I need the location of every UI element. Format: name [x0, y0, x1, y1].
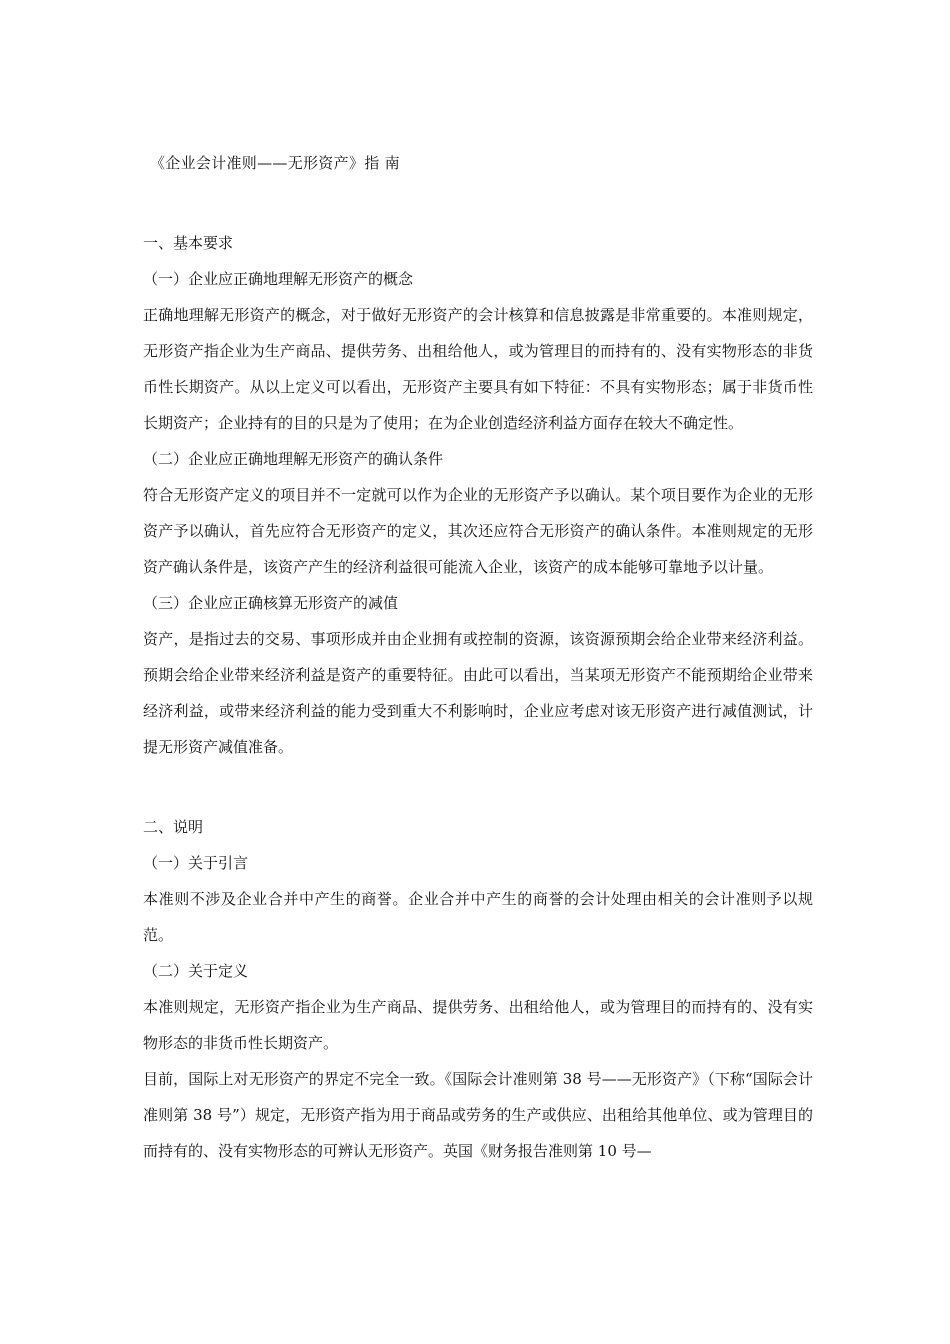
subsection-heading: （二）企业应正确地理解无形资产的确认条件 [143, 450, 444, 468]
paragraph: 正确地理解无形资产的概念，对于做好无形资产的会计核算和信息披露是非常重要的。本准则规定，无形资产指企业为生产商品、提供劳务、出租给他人，或为管理目的而持有的、没有实物形态的非货币性长期资产。从以上定义可以看出，无形资产主要具有如下特征：不具有实物形态；属于非货币性长期资产；企业持有的目的只是为了使用；在为企业创造经济利益方面存在较大不确定性。 [143, 306, 813, 432]
section-basic-requirements [143, 225, 813, 765]
document-title: 《企业会计准则——无形资产》指 南 [150, 154, 400, 172]
section-heading: 一、基本要求 [143, 234, 234, 252]
subsection-heading: （三）企业应正确核算无形资产的减值 [143, 594, 399, 612]
subsection-heading: （一）企业应正确地理解无形资产的概念 [143, 270, 414, 288]
paragraph: 本准则规定，无形资产指企业为生产商品、提供劳务、出租给他人，或为管理目的而持有的、没有实物形态的非货币性长期资产。 [143, 998, 813, 1052]
document-body [143, 225, 813, 1169]
section-heading: 二、说明 [143, 818, 204, 836]
paragraph: 本准则不涉及企业合并中产生的商誉。企业合并中产生的商誉的会计处理由相关的会计准则予以规范。 [143, 890, 813, 944]
paragraph: 资产，是指过去的交易、事项形成并由企业拥有或控制的资源，该资源预期会给企业带来经济利益。预期会给企业带来经济利益是资产的重要特征。由此可以看出，当某项无形资产不能预期给企业带来经济利益，或带来经济利益的能力受到重大不利影响时，企业应考虑对该无形资产进行减值测试，计提无形资产减值准备。 [143, 630, 813, 756]
section-spacer [143, 765, 813, 809]
subsection-heading: （一）关于引言 [143, 854, 249, 872]
paragraph: 符合无形资产定义的项目并不一定就可以作为企业的无形资产予以确认。某个项目要作为企业的无形资产予以确认，首先应符合无形资产的定义，其次还应符合无形资产的确认条件。本准则规定的无形资产确认条件是，该资产产生的经济利益很可能流入企业，该资产的成本能够可靠地予以计量。 [143, 486, 813, 576]
subsection-heading: （二）关于定义 [143, 962, 249, 980]
paragraph: 目前，国际上对无形资产的界定不完全一致。《国际会计准则第 38 号——无形资产》（下称“国际会计准则第 38 号”）规定，无形资产指为用于商品或劳务的生产或供应、出租给其他单位、或为管理目的而持有的、没有实物形态的可辨认无形资产。英国《财务报告准则第 10 号— [143, 1070, 813, 1160]
section-explanation [143, 809, 813, 1169]
